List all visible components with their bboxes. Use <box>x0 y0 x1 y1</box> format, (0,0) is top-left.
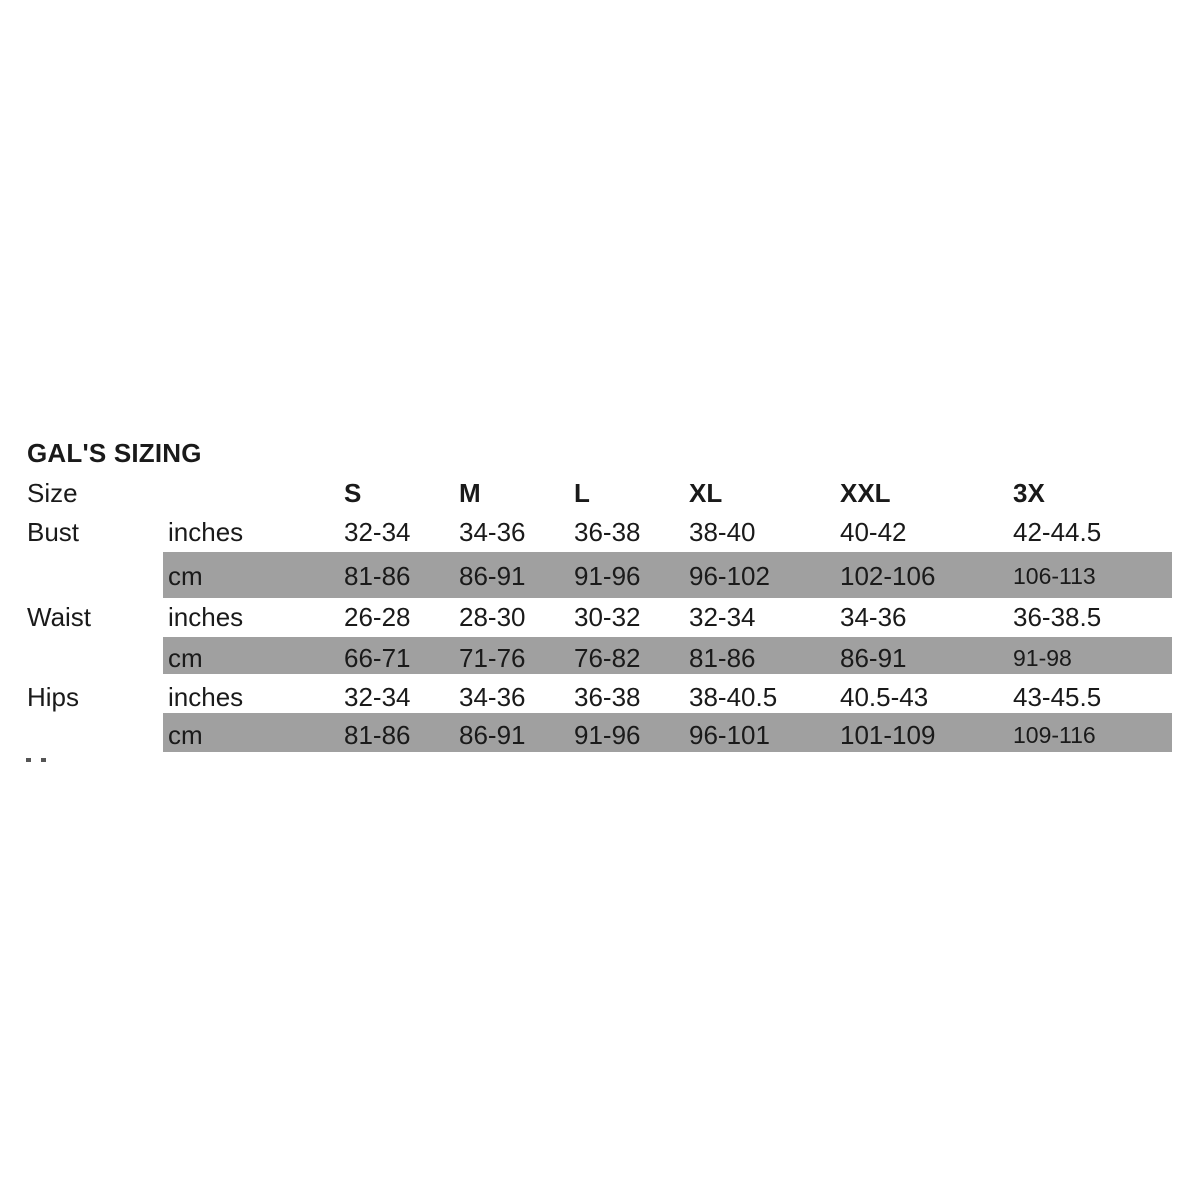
cell-value: 30-32 <box>574 602 641 632</box>
cell-value: 43-45.5 <box>1013 682 1102 712</box>
cell-value: 81-86 <box>344 561 411 591</box>
row-label: Hips <box>27 682 80 712</box>
truncated-text-dot <box>26 758 31 762</box>
cell-value: 34-36 <box>840 602 907 632</box>
cell-value: 101-109 <box>840 720 936 750</box>
cell-value: 109-116 <box>1013 722 1096 748</box>
cell-value: 86-91 <box>459 720 526 750</box>
cell-value: 40.5-43 <box>840 682 929 712</box>
cell-value: 91-96 <box>574 561 641 591</box>
row-label: Bust <box>27 517 80 547</box>
row-unit: cm <box>168 720 203 750</box>
cell-value: 32-34 <box>689 602 756 632</box>
cell-value: 106-113 <box>1013 563 1096 589</box>
cell-value: 34-36 <box>459 682 526 712</box>
cell-value: 38-40 <box>689 517 756 547</box>
cell-value: 81-86 <box>344 720 411 750</box>
table-row-hips-cm <box>0 720 1200 750</box>
cell-value: 96-101 <box>689 720 770 750</box>
truncated-text-dot <box>41 758 46 762</box>
column-header-3x: 3X <box>1013 478 1045 508</box>
table-row-waist-cm <box>0 643 1200 673</box>
cell-value: 91-96 <box>574 720 641 750</box>
size-header-label: Size <box>27 478 78 508</box>
row-label: Waist <box>27 602 92 632</box>
cell-value: 76-82 <box>574 643 641 673</box>
cell-value: 40-42 <box>840 517 907 547</box>
cell-value: 36-38 <box>574 682 641 712</box>
cell-value: 91-98 <box>1013 645 1072 671</box>
row-unit: inches <box>168 517 244 547</box>
table-row-bust-cm <box>0 561 1200 591</box>
row-unit: inches <box>168 682 244 712</box>
cell-value: 26-28 <box>344 602 411 632</box>
cell-value: 32-34 <box>344 517 411 547</box>
column-header-xxl: XXL <box>840 478 891 508</box>
row-unit: inches <box>168 602 244 632</box>
column-header-m: M <box>459 478 481 508</box>
row-unit: cm <box>168 643 203 673</box>
header-row <box>0 478 1200 508</box>
cell-value: 36-38.5 <box>1013 602 1102 632</box>
cell-value: 32-34 <box>344 682 411 712</box>
table-row-hips-inches <box>0 682 1200 712</box>
column-header-s: S <box>344 478 362 508</box>
column-header-xl: XL <box>689 478 723 508</box>
cell-value: 86-91 <box>840 643 907 673</box>
column-header-l: L <box>574 478 590 508</box>
page-title: GAL'S SIZING <box>27 438 202 468</box>
cell-value: 96-102 <box>689 561 770 591</box>
cell-value: 71-76 <box>459 643 526 673</box>
cell-value: 86-91 <box>459 561 526 591</box>
cell-value: 81-86 <box>689 643 756 673</box>
cell-value: 36-38 <box>574 517 641 547</box>
cell-value: 42-44.5 <box>1013 517 1102 547</box>
table-row-bust-inches <box>0 517 1200 547</box>
cell-value: 38-40.5 <box>689 682 778 712</box>
row-unit: cm <box>168 561 203 591</box>
cell-value: 66-71 <box>344 643 411 673</box>
table-row-waist-inches <box>0 602 1200 632</box>
cell-value: 28-30 <box>459 602 526 632</box>
cell-value: 102-106 <box>840 561 936 591</box>
cell-value: 34-36 <box>459 517 526 547</box>
